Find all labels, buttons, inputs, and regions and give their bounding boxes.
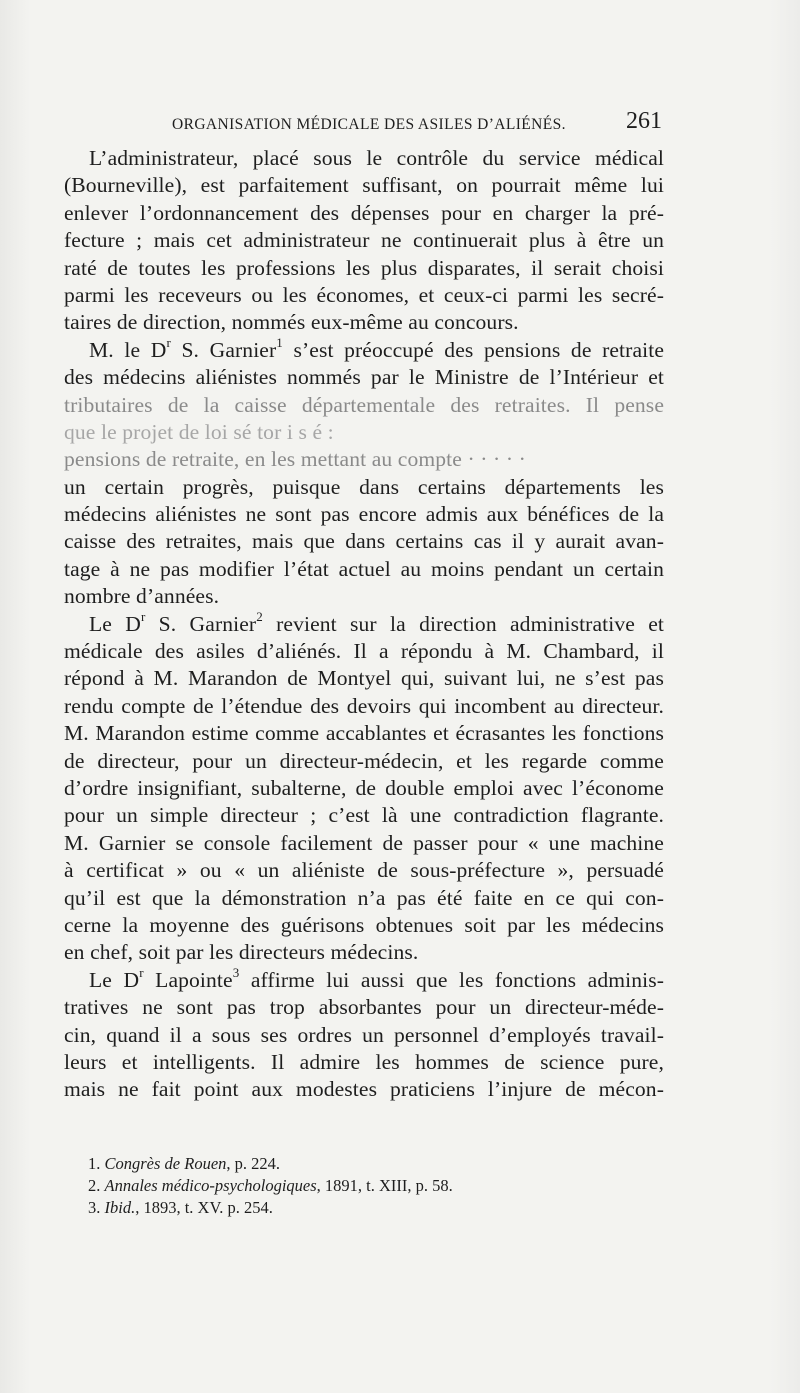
- text-line: M. Garnier se console facilement de passer pour « une machine: [64, 830, 664, 855]
- text-line: caisse des retraites, mais que dans certains cas il y aurait avan-: [64, 529, 664, 554]
- text-line: en chef, soit par les directeurs médecins.: [64, 940, 419, 965]
- text-line: que le projet de loi sé tor i s é :: [64, 419, 334, 444]
- text-line: (Bourneville), est parfaitement suffisant, on pourrait même lui: [64, 173, 664, 198]
- text-line: pour un simple directeur ; c’est là une contradiction flagrante.: [64, 803, 664, 828]
- footnote: 2. Annales médico-psychologiques, 1891, t. XIII, p. 58.: [88, 1176, 453, 1195]
- text-line: L’administrateur, placé sous le contrôle du service médical: [89, 146, 664, 170]
- footnote-ref: 1: [276, 336, 283, 350]
- text-line: qu’il est que la démonstration n’a pas été faite en ce qui con-: [64, 885, 664, 910]
- text-line: M. le $D^r$ S. Garnier$^1$ s’est préoccupé des pensions de retraite: [89, 336, 664, 362]
- running-head: [172, 108, 662, 138]
- running-title: ORGANISATION MÉDICALE DES ASILES D’ALIÉNÉS.: [172, 116, 566, 133]
- footnotes: [88, 1153, 648, 1219]
- footnote-ref: 2: [256, 610, 263, 624]
- text-line: tage à ne pas modifier l’état actuel au moins pendant un certain: [64, 556, 664, 581]
- text-line: tributaires de la caisse départementale des retraites. Il pense: [64, 392, 664, 417]
- text-line: parmi les receveurs ou les économes, et ceux-ci parmi les secré-: [64, 282, 664, 307]
- text-line: d’ordre insignifiant, subalterne, de double emploi avec l’économe: [64, 775, 664, 800]
- page-number: 261: [626, 108, 662, 134]
- text-line: leurs et intelligents. Il admire les hommes de science pure,: [64, 1049, 664, 1074]
- text-line: rendu compte de l’étendue des devoirs qui incombent au directeur.: [64, 693, 664, 718]
- text-line: raté de toutes les professions les plus disparates, il serait choisi: [64, 255, 664, 280]
- text-line: Le $D^r$ S. Garnier$^2$ revient sur la direction administrative et: [89, 610, 664, 636]
- text-line: de directeur, pour un directeur-médecin, et les regarde comme: [64, 748, 664, 773]
- footnote: 3. Ibid., 1893, t. XV. p. 254.: [88, 1198, 273, 1217]
- text-line: pensions de retraite, en les mettant au compte · · · · ·: [64, 447, 526, 472]
- text-line: M. Marandon estime comme accablantes et écrasantes les fonctions: [64, 721, 664, 746]
- text-line: médicale des asiles d’aliénés. Il a répondu à M. Chambard, il: [64, 639, 664, 664]
- text-line: mais ne fait point aux modestes praticiens l’injure de mécon-: [64, 1077, 664, 1102]
- text-line: cin, quand il a sous ses ordres un personnel d’employés travail-: [64, 1022, 664, 1047]
- text-line: enlever l’ordonnancement des dépenses pour en charger la pré-: [64, 200, 664, 225]
- text-line: médecins aliénistes ne sont pas encore admis aux bénéfices de la: [64, 502, 664, 527]
- text-line: répond à M. Marandon de Montyel qui, suivant lui, ne s’est pas: [64, 666, 664, 691]
- text-line: cerne la moyenne des guérisons obtenues soit par les médecins: [64, 912, 664, 937]
- text-line: à certificat » ou « un aliéniste de sous-préfecture », persuadé: [64, 858, 664, 883]
- footnote-ref: 3: [232, 966, 240, 980]
- text-line: un certain progrès, puisque dans certains départements les: [64, 474, 664, 499]
- body-text: [64, 145, 664, 1104]
- text-line: fecture ; mais cet administrateur ne continuerait plus à être un: [64, 228, 664, 253]
- text-line: nombre d’années.: [64, 584, 220, 609]
- text-line: tratives ne sont pas trop absorbantes pour un directeur-méde-: [64, 995, 664, 1020]
- text-line: des médecins aliénistes nommés par le Ministre de l’Intérieur et: [64, 365, 664, 390]
- text-line: taires de direction, nommés eux-même au concours.: [64, 310, 519, 335]
- footnote: 1. Congrès de Rouen, p. 224.: [88, 1154, 281, 1173]
- text-line: Le $D^r$ Lapointe$^3$ affirme lui aussi que les fonctions adminis-: [89, 966, 664, 992]
